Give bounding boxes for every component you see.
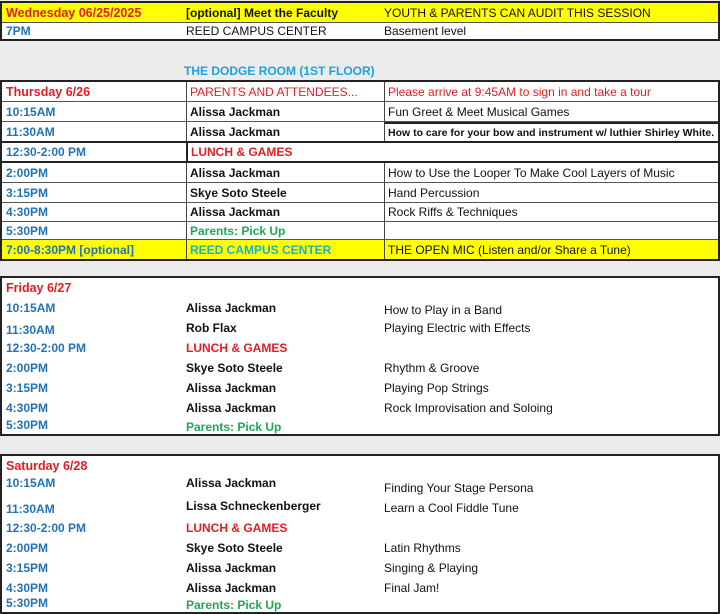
topic: Rock Riffs & Techniques bbox=[384, 203, 720, 221]
time: 12:30-2:00 PM bbox=[6, 341, 87, 355]
instructor: Alissa Jackman bbox=[186, 102, 384, 121]
time: 10:15AM bbox=[6, 104, 56, 119]
pickup-label: Parents: Pick Up bbox=[186, 598, 282, 612]
topic bbox=[384, 516, 716, 536]
time: 3:15PM bbox=[6, 185, 49, 200]
time: 4:30PM bbox=[6, 205, 49, 219]
time: 5:30PM bbox=[6, 596, 49, 610]
time: 2:00PM bbox=[6, 361, 49, 375]
time: 2:00PM bbox=[6, 541, 49, 555]
time: 4:30PM bbox=[6, 401, 49, 415]
topic: Rock Improvisation and Soloing bbox=[384, 401, 553, 415]
topic: Playing Electric with Effects bbox=[384, 321, 531, 335]
thursday-header-col2: PARENTS AND ATTENDEES... bbox=[186, 82, 384, 101]
instructor: Skye Soto Steele bbox=[186, 541, 283, 555]
saturday-row bbox=[2, 594, 718, 612]
friday-row bbox=[2, 298, 718, 318]
dodge-room-label: THE DODGE ROOM (1ST FLOOR) bbox=[184, 64, 375, 78]
time: 10:15AM bbox=[6, 301, 56, 315]
time: 12:30-2:00 PM bbox=[6, 145, 87, 159]
saturday-block bbox=[0, 454, 720, 614]
time: 11:30AM bbox=[6, 502, 55, 516]
friday-row bbox=[2, 338, 718, 358]
instructor: Alissa Jackman bbox=[186, 381, 277, 395]
thursday-header-col3: Please arrive at 9:45AM to sign in and take a tour bbox=[384, 82, 720, 101]
saturday-row bbox=[2, 576, 718, 596]
topic: Hand Percussion bbox=[384, 183, 720, 202]
wednesday-time-row bbox=[2, 23, 718, 39]
thursday-day: Thursday 6/26 bbox=[6, 84, 91, 99]
instructor: Alissa Jackman bbox=[186, 401, 277, 415]
friday-block bbox=[0, 276, 720, 436]
instructor: Alissa Jackman bbox=[186, 476, 277, 490]
saturday-day: Saturday 6/28 bbox=[6, 459, 88, 473]
wednesday-day: Wednesday 06/25/2025 bbox=[6, 5, 142, 20]
time: 11:30AM bbox=[6, 323, 55, 337]
topic: THE OPEN MIC (Listen and/or Share a Tune) bbox=[384, 240, 720, 259]
friday-row bbox=[2, 416, 718, 434]
topic bbox=[384, 594, 716, 612]
friday-header-row bbox=[2, 278, 718, 298]
time: 11:30AM bbox=[6, 124, 55, 139]
topic: Fun Greet & Meet Musical Games bbox=[384, 102, 720, 121]
topic: Singing & Playing bbox=[384, 561, 479, 575]
topic bbox=[384, 416, 716, 434]
instructor: Alissa Jackman bbox=[186, 122, 384, 141]
topic bbox=[384, 338, 716, 358]
time: 3:15PM bbox=[6, 381, 49, 395]
time: 5:30PM bbox=[6, 223, 49, 238]
wednesday-event: [optional] Meet the Faculty bbox=[186, 5, 339, 20]
topic bbox=[384, 222, 720, 239]
friday-row bbox=[2, 318, 718, 338]
instructor: Rob Flax bbox=[186, 321, 237, 335]
instructor: Alissa Jackman bbox=[186, 163, 384, 182]
topic: Playing Pop Strings bbox=[384, 381, 489, 395]
topic: Rhythm & Groove bbox=[384, 361, 480, 375]
friday-row bbox=[2, 398, 718, 418]
wednesday-header-row bbox=[2, 3, 718, 23]
instructor: Skye Soto Steele bbox=[186, 183, 384, 202]
instructor: Alissa Jackman bbox=[186, 203, 384, 221]
time: 5:30PM bbox=[6, 418, 49, 432]
friday-row bbox=[2, 358, 718, 378]
time: 4:30PM bbox=[6, 581, 49, 595]
thursday-row bbox=[2, 122, 718, 143]
instructor: Alissa Jackman bbox=[186, 301, 277, 315]
topic: How to Use the Looper To Make Cool Layers of Music bbox=[384, 163, 720, 182]
pickup-label: Parents: Pick Up bbox=[186, 420, 282, 434]
wednesday-note: YOUTH & PARENTS CAN AUDIT THIS SESSION bbox=[384, 5, 651, 20]
topic: Latin Rhythms bbox=[384, 541, 461, 555]
topic: How to care for your bow and instrument w/ luthier Shirley White. bbox=[384, 122, 720, 141]
time: 12:30-2:00 PM bbox=[6, 521, 87, 535]
saturday-row bbox=[2, 536, 718, 556]
lunch-label: LUNCH & GAMES bbox=[186, 521, 288, 535]
instructor: Lissa Schneckenberger bbox=[186, 499, 321, 513]
topic: Learn a Cool Fiddle Tune bbox=[384, 501, 519, 515]
lunch-label: LUNCH & GAMES bbox=[186, 143, 385, 161]
thursday-row bbox=[2, 143, 718, 163]
topic: Finding Your Stage Persona bbox=[384, 481, 534, 495]
thursday-row bbox=[2, 203, 718, 222]
thursday-header-row bbox=[2, 82, 718, 102]
thursday-block bbox=[0, 80, 720, 261]
saturday-header-row bbox=[2, 456, 718, 476]
topic: How to Play in a Band bbox=[384, 303, 503, 317]
wednesday-location-note: Basement level bbox=[384, 24, 467, 38]
time: 7:00-8:30PM [optional] bbox=[6, 242, 135, 257]
instructor: Skye Soto Steele bbox=[186, 361, 283, 375]
topic bbox=[384, 143, 719, 161]
location: REED CAMPUS CENTER bbox=[186, 240, 384, 259]
thursday-open-mic-row bbox=[2, 240, 718, 259]
saturday-row bbox=[2, 556, 718, 576]
time: 3:15PM bbox=[6, 561, 49, 575]
wednesday-block bbox=[0, 1, 720, 41]
instructor: Alissa Jackman bbox=[186, 561, 277, 575]
time: 10:15AM bbox=[6, 476, 56, 490]
thursday-row bbox=[2, 183, 718, 203]
lunch-label: LUNCH & GAMES bbox=[186, 341, 288, 355]
friday-day: Friday 6/27 bbox=[6, 281, 72, 295]
thursday-row bbox=[2, 163, 718, 183]
saturday-row bbox=[2, 476, 718, 496]
saturday-row bbox=[2, 496, 718, 516]
time: 2:00PM bbox=[6, 165, 49, 180]
instructor: Alissa Jackman bbox=[186, 581, 277, 595]
saturday-row bbox=[2, 516, 718, 536]
wednesday-time: 7PM bbox=[6, 24, 31, 38]
topic: Final Jam! bbox=[384, 581, 440, 595]
friday-row bbox=[2, 378, 718, 398]
thursday-row bbox=[2, 102, 718, 122]
thursday-row bbox=[2, 222, 718, 240]
pickup-label: Parents: Pick Up bbox=[186, 222, 384, 239]
wednesday-location: REED CAMPUS CENTER bbox=[186, 24, 327, 38]
